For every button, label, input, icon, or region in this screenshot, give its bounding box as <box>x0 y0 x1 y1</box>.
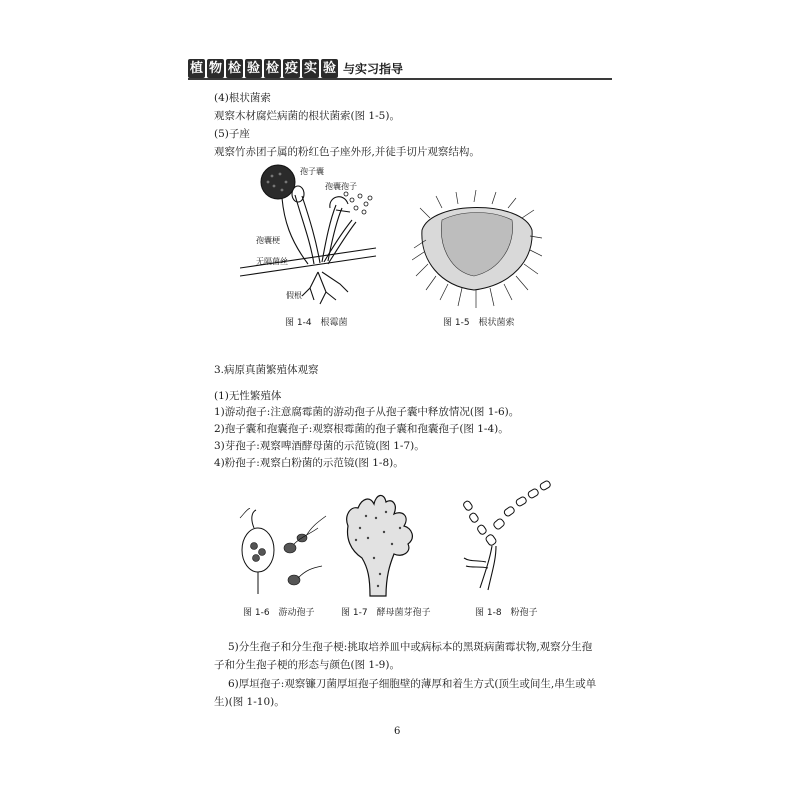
title-char: 验 <box>246 60 260 76</box>
list-item: 1)游动孢子:注意腐霉菌的游动孢子从孢子囊中释放情况(图 1-6)。 <box>214 406 520 418</box>
figure-1-4-caption: 图 1-4 根霉菌 <box>285 318 348 328</box>
label-rhizoid: 假根 <box>286 291 302 300</box>
title-char: 检 <box>265 60 279 76</box>
title-char: 验 <box>322 60 336 76</box>
title-char: 植 <box>189 60 203 76</box>
paragraph-line: 子和分生孢子梗的形态与颜色(图 1-9)。 <box>214 659 400 671</box>
figure-1-6-caption: 图 1-6 游动孢子 <box>243 608 315 618</box>
item5-text: 观察竹赤团子属的粉红色子座外形,并徒手切片观察结构。 <box>214 146 480 158</box>
page-number: 6 <box>394 726 401 737</box>
running-header <box>188 57 612 79</box>
header-rule <box>188 78 612 80</box>
label-aseptate-hypha: 无隔菌丝 <box>256 257 288 266</box>
figure-1-6-zoospore-illustration <box>232 508 332 598</box>
title-char: 物 <box>208 60 222 76</box>
figure-1-5-rhizomorph-illustration <box>412 190 542 310</box>
figure-1-7-yeast-budding-illustration <box>340 488 430 598</box>
book-title <box>188 57 403 79</box>
title-char: 检 <box>227 60 241 76</box>
paragraph-line: 6)厚垣孢子:观察镰刀菌厚垣孢子细胞壁的薄厚和着生方式(顶生或间生,串生或单 <box>228 678 597 690</box>
item5-heading: (5)子座 <box>214 128 250 140</box>
title-char: 实 <box>303 60 317 76</box>
item4-text: 观察木材腐烂病菌的根状菌索(图 1-5)。 <box>214 110 400 122</box>
label-sporangiophore: 孢囊梗 <box>256 236 280 245</box>
label-sporangiospore: 孢囊孢子 <box>325 182 357 191</box>
figure-1-8-oidia-illustration <box>452 478 562 598</box>
list-item: 2)孢子囊和孢囊孢子:观察根霉菌的孢子囊和孢囊孢子(图 1-4)。 <box>214 423 509 435</box>
paragraph-line: 5)分生孢子和分生孢子梗:挑取培养皿中或病标本的黑斑病菌霉状物,观察分生孢 <box>228 641 593 653</box>
list-item: 3)芽孢子:观察啤酒酵母菌的示范镜(图 1-7)。 <box>214 440 425 452</box>
title-char: 疫 <box>284 60 298 76</box>
book-subtitle: 与实习指导 <box>343 61 404 76</box>
paragraph-line: 生)(图 1-10)。 <box>214 696 285 708</box>
section-heading: 3.病原真菌繁殖体观察 <box>214 364 319 376</box>
figure-1-5-caption: 图 1-5 根状菌索 <box>443 318 515 328</box>
figure-1-7-caption: 图 1-7 酵母菌芽孢子 <box>341 608 431 618</box>
label-sporangium: 孢子囊 <box>300 167 324 176</box>
figure-1-8-caption: 图 1-8 粉孢子 <box>475 608 538 618</box>
list-item: 4)粉孢子:观察白粉菌的示范镜(图 1-8)。 <box>214 457 404 469</box>
item4-heading: (4)根状菌索 <box>214 92 271 104</box>
subsection-heading: (1)无性繁殖体 <box>214 390 282 402</box>
